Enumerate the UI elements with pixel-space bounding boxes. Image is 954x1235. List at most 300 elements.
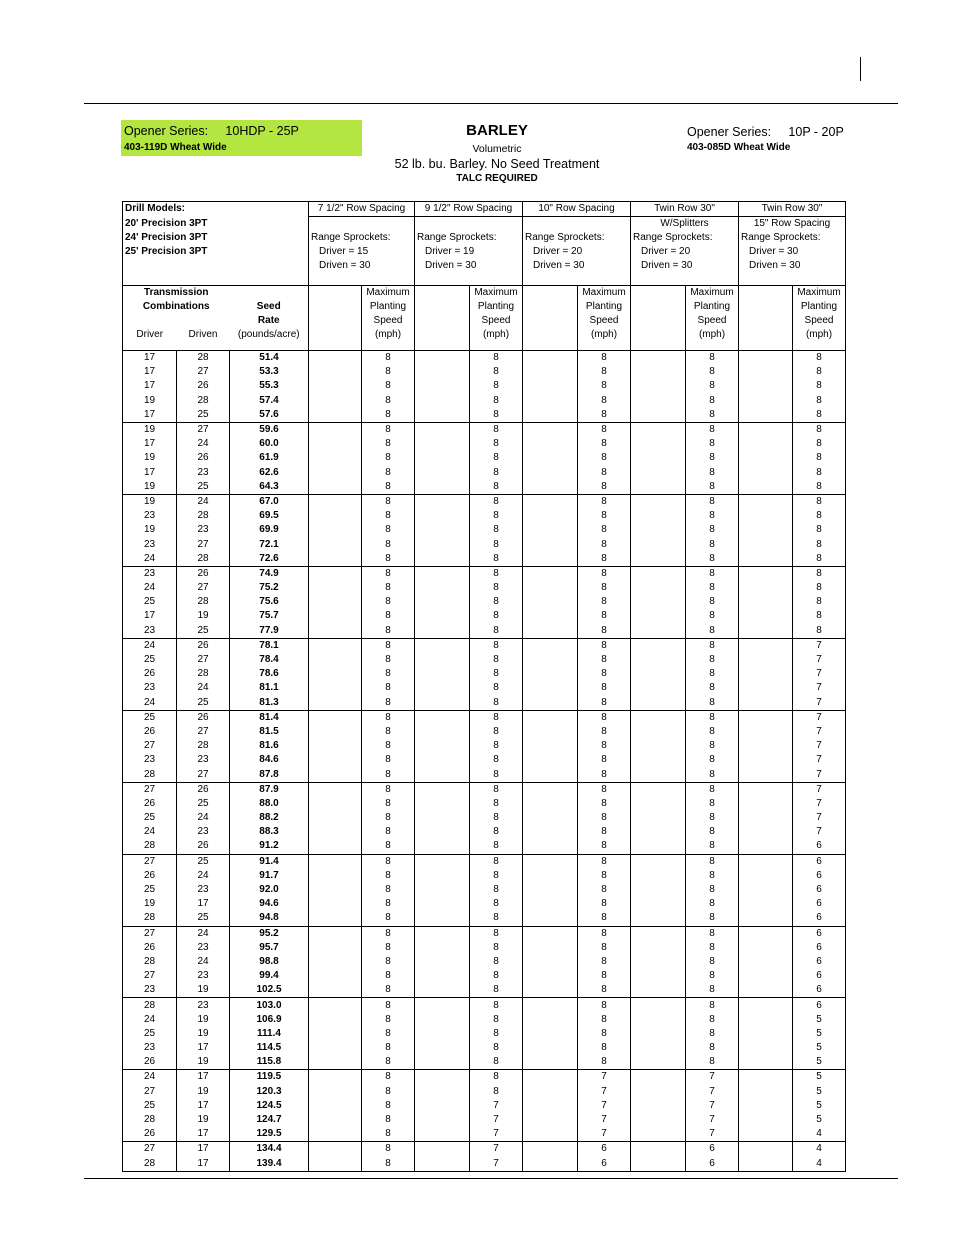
driven-cell: 25 [177,797,230,811]
spacing-blank-cell [523,998,578,1013]
max-speed-cell: 5 [793,1099,846,1113]
seed-rate-cell: 134.4 [230,1142,309,1157]
driver-cell: 19 [123,451,177,465]
max-speed-cell: 7 [793,653,846,667]
spacing-blank-cell [523,408,578,423]
seed-rate-cell: 95.2 [230,926,309,941]
driven-header: Driven [188,329,218,340]
table-row [123,552,846,567]
spacing-blank-cell [523,869,578,883]
max-speed-cell: 8 [470,379,523,393]
max-speed-cell: 8 [578,466,631,480]
max-speed-cell: 8 [686,983,739,998]
max-speed-cell: 8 [362,523,415,537]
header-gap-row [123,342,846,351]
max-speed-cell: 7 [793,667,846,681]
spacing-blank-cell [631,351,686,366]
max-speed-cell: 7 [470,1113,523,1127]
seed-rate-cell: 72.6 [230,552,309,567]
max-speed-cell: 8 [686,955,739,969]
max-speed-cell: 8 [470,797,523,811]
max-speed-cell: 8 [362,911,415,926]
spacing-blank-cell [739,911,793,926]
driver-cell: 23 [123,537,177,551]
table-row [123,767,846,782]
max-speed-cell: 7 [793,725,846,739]
table-row [123,1157,846,1172]
table-row [123,811,846,825]
spacing-blank-cell [739,883,793,897]
spacing-blank-cell [631,653,686,667]
transmission-header: Combinations [123,300,230,314]
max-speed-cell: 8 [686,969,739,983]
max-speed-cell: 8 [362,739,415,753]
row-spacing-cell: Range Sprockets: [415,231,523,245]
max-speed-cell: 8 [793,480,846,495]
spacing-blank-cell [309,494,362,509]
spacing-blank-cell [415,1055,470,1070]
driver-cell: 26 [123,941,177,955]
table-row [123,365,846,379]
max-speed-cell: 8 [686,681,739,695]
max-speed-cell: 8 [362,1070,415,1085]
spacing-blank-cell [415,926,470,941]
table-row [123,609,846,623]
max-speed-cell: 8 [578,595,631,609]
max-speed-cell: 8 [362,854,415,869]
max-speed-cell: 8 [362,1013,415,1027]
driver-cell: 24 [123,581,177,595]
driver-cell: 24 [123,1070,177,1085]
driven-cell: 23 [177,941,230,955]
driven-cell: 17 [177,1099,230,1113]
spacing-blank-cell [523,365,578,379]
spacing-blank-cell [739,1085,793,1099]
row-spacing-cell: 10" Row Spacing [523,202,631,217]
max-speed-cell: 8 [686,926,739,941]
seed-rate-cell: 81.5 [230,725,309,739]
driven-cell: 28 [177,351,230,366]
spacing-blank-cell [631,926,686,941]
max-speed-cell: 7 [793,696,846,711]
spacing-blank-cell [309,725,362,739]
spacing-blank-cell [415,365,470,379]
spacing-blank-cell [739,1157,793,1172]
driver-cell: 26 [123,1127,177,1142]
spacing-blank-cell [739,653,793,667]
driver-cell: 25 [123,595,177,609]
table-row [123,1027,846,1041]
max-speed-cell: 8 [793,394,846,408]
driver-cell: 26 [123,869,177,883]
drill-row [123,259,846,273]
max-speed-cell: 8 [578,969,631,983]
spacing-blank-cell [523,926,578,941]
spacing-blank-header [309,300,362,314]
max-speed-cell: 7 [793,638,846,653]
row-spacing-cell: Range Sprockets: [309,231,415,245]
spacing-blank-cell [631,839,686,854]
spacing-blank-cell [309,767,362,782]
max-speed-cell: 8 [686,351,739,366]
max-speed-cell: 8 [686,869,739,883]
spacing-blank-cell [415,1085,470,1099]
spacing-blank-cell [309,480,362,495]
max-speed-cell: 8 [470,451,523,465]
table-row [123,351,846,366]
seed-rate-cell: 124.7 [230,1113,309,1127]
driven-cell: 25 [177,911,230,926]
max-speed-cell: 8 [578,379,631,393]
seed-description: 52 lb. bu. Barley. No Seed Treatment [394,157,600,171]
driver-cell: 27 [123,782,177,797]
spacing-blank-cell [523,537,578,551]
table-row [123,494,846,509]
spacing-blank-cell [631,1070,686,1085]
max-speed-cell: 8 [686,1041,739,1055]
table-row [123,854,846,869]
seed-rate-cell: 88.0 [230,797,309,811]
table-row [123,1085,846,1099]
max-speed-cell: 8 [686,1027,739,1041]
driven-cell: 19 [177,1013,230,1027]
seed-rate-cell: 72.1 [230,537,309,551]
row-spacing-cell: Driver = 19 [415,245,523,259]
max-speed-cell: 8 [578,955,631,969]
seed-rate-cell: 78.4 [230,653,309,667]
spacing-blank-cell [631,897,686,911]
max-speed-cell: 8 [470,437,523,451]
row-spacing-cell [523,217,631,232]
spacing-blank-cell [309,1085,362,1099]
driven-cell: 17 [177,1070,230,1085]
driven-cell: 17 [177,1041,230,1055]
max-speed-header: Maximum [470,286,523,301]
spacing-blank-cell [739,494,793,509]
max-speed-cell: 8 [362,351,415,366]
spacing-blank-cell [631,710,686,725]
driven-cell: 28 [177,552,230,567]
spacing-blank-cell [523,667,578,681]
column-header-row [123,328,846,342]
spacing-blank-cell [309,797,362,811]
spacing-blank-cell [309,897,362,911]
spacing-blank-cell [309,523,362,537]
spacing-blank-cell [415,710,470,725]
table-row [123,911,846,926]
spacing-blank-header [631,286,686,301]
driver-cell: 28 [123,998,177,1013]
max-speed-cell: 8 [686,566,739,581]
table-row [123,696,846,711]
spacing-blank-cell [631,797,686,811]
max-speed-cell: 8 [362,1157,415,1172]
spacing-blank-cell [415,983,470,998]
driver-cell: 23 [123,1041,177,1055]
driver-cell: 27 [123,969,177,983]
spacing-blank-cell [415,408,470,423]
spacing-blank-cell [631,825,686,839]
spacing-blank-cell [415,667,470,681]
header-gap-cell [230,342,309,351]
spacing-blank-cell [309,696,362,711]
table-row [123,1113,846,1127]
seed-rate-cell: 102.5 [230,983,309,998]
max-speed-cell: 8 [362,1113,415,1127]
spacing-blank-cell [631,941,686,955]
spacing-blank-cell [415,653,470,667]
max-speed-cell: 8 [793,351,846,366]
spacing-blank-cell [309,869,362,883]
seed-rate-cell: 103.0 [230,998,309,1013]
max-speed-cell: 8 [470,394,523,408]
driven-cell: 23 [177,883,230,897]
max-speed-cell: 7 [686,1085,739,1099]
drill-model-cell: 25' Precision 3PT [123,245,309,259]
spacing-blank-cell [631,379,686,393]
spacing-blank-cell [631,466,686,480]
spacing-blank-cell [523,1013,578,1027]
spacing-blank-cell [739,609,793,623]
spacing-blank-cell [309,1070,362,1085]
max-speed-cell: 8 [686,653,739,667]
max-speed-cell: 8 [578,552,631,567]
seed-rate-header [230,286,309,301]
driver-header: Driver [123,328,177,342]
max-speed-cell: 8 [578,365,631,379]
spacing-blank-cell [739,581,793,595]
header-gap-cell [415,342,470,351]
spacing-blank-cell [415,351,470,366]
max-speed-cell: 8 [362,681,415,695]
max-speed-cell: 8 [362,753,415,767]
spacing-blank-cell [415,422,470,437]
spacing-blank-header [631,328,686,342]
driver-cell: 17 [123,379,177,393]
spacing-blank-cell [631,422,686,437]
spacing-blank-cell [739,638,793,653]
spacing-blank-cell [523,767,578,782]
max-speed-header: Planting [578,300,631,314]
spacing-blank-cell [415,998,470,1013]
max-speed-cell: 8 [578,767,631,782]
max-speed-cell: 8 [793,624,846,639]
row-spacing-cell: 9 1/2" Row Spacing [415,202,523,217]
spacing-blank-cell [309,653,362,667]
row-spacing-cell: W/Splitters [631,217,739,232]
max-speed-cell: 6 [793,911,846,926]
row-spacing-cell: Driven = 30 [631,259,739,273]
seed-rate-cell: 75.2 [230,581,309,595]
spacing-blank-cell [631,725,686,739]
max-speed-cell: 8 [578,797,631,811]
spacing-blank-cell [739,566,793,581]
max-speed-cell: 8 [793,422,846,437]
max-speed-cell: 7 [793,739,846,753]
driven-cell: 24 [177,811,230,825]
spacing-blank-cell [415,437,470,451]
seed-rate-cell: 94.8 [230,911,309,926]
spacing-blank-cell [631,509,686,523]
seed-rate-cell: 69.5 [230,509,309,523]
max-speed-cell: 8 [470,667,523,681]
spacing-blank-cell [631,998,686,1013]
transmission-header [123,314,230,328]
max-speed-cell: 6 [578,1157,631,1172]
driven-cell: 17 [177,1127,230,1142]
spacing-blank-cell [631,408,686,423]
spacing-blank-cell [523,1055,578,1070]
max-speed-cell: 8 [362,437,415,451]
spacing-blank-cell [631,552,686,567]
driven-cell: 24 [177,494,230,509]
seed-rate-cell: 98.8 [230,955,309,969]
table-row [123,739,846,753]
spacing-blank-header [523,300,578,314]
spacing-blank-cell [523,753,578,767]
spacing-blank-cell [739,897,793,911]
spacing-blank-cell [309,1055,362,1070]
seed-rate-cell: 78.1 [230,638,309,653]
max-speed-cell: 8 [470,782,523,797]
spacing-blank-cell [523,1157,578,1172]
max-speed-header: Speed [686,314,739,328]
max-speed-cell: 8 [686,883,739,897]
spacer-cell [123,273,309,286]
driver-cell: 17 [123,365,177,379]
max-speed-cell: 8 [470,638,523,653]
max-speed-cell: 8 [470,753,523,767]
seed-rate-cell: 55.3 [230,379,309,393]
max-speed-cell: 8 [578,394,631,408]
spacing-blank-cell [415,739,470,753]
spacing-blank-cell [631,1099,686,1113]
table-row [123,681,846,695]
driver-cell: 23 [123,624,177,639]
row-spacing-cell: Range Sprockets: [523,231,631,245]
max-speed-header: Speed [793,314,846,328]
max-speed-cell: 8 [470,552,523,567]
spacing-blank-cell [739,437,793,451]
spacing-blank-cell [631,1142,686,1157]
max-speed-cell: 8 [362,566,415,581]
max-speed-cell: 8 [578,1055,631,1070]
max-speed-cell: 8 [470,1070,523,1085]
spacing-blank-cell [309,739,362,753]
spacing-blank-cell [523,494,578,509]
drill-model-cell: 24' Precision 3PT [123,231,309,245]
max-speed-cell: 8 [793,509,846,523]
table-row [123,408,846,423]
driver-cell: 27 [123,1085,177,1099]
max-speed-cell: 8 [470,926,523,941]
spacing-blank-cell [309,1113,362,1127]
spacing-blank-cell [415,854,470,869]
header-gap-cell [739,342,793,351]
spacer-cell [309,273,415,286]
spacing-blank-cell [523,480,578,495]
max-speed-cell: 5 [793,1027,846,1041]
seed-rate-cell: 124.5 [230,1099,309,1113]
driven-cell: 19 [177,983,230,998]
max-speed-header: Planting [686,300,739,314]
max-speed-cell: 6 [686,1157,739,1172]
max-speed-cell: 8 [362,725,415,739]
driven-cell: 19 [177,1085,230,1099]
driver-cell: 23 [123,681,177,695]
spacing-blank-cell [523,1113,578,1127]
max-speed-header: (mph) [686,328,739,342]
max-speed-cell: 8 [362,624,415,639]
spacing-blank-cell [415,782,470,797]
max-speed-cell: 6 [793,998,846,1013]
max-speed-cell: 4 [793,1142,846,1157]
header-gap-cell [309,342,362,351]
max-speed-cell: 8 [470,1027,523,1041]
table-row [123,941,846,955]
spacing-blank-cell [309,509,362,523]
max-speed-cell: 7 [578,1127,631,1142]
spacing-blank-header [523,286,578,301]
driven-cell: 26 [177,638,230,653]
max-speed-cell: 8 [362,998,415,1013]
driver-cell: 28 [123,767,177,782]
driver-cell: 19 [123,897,177,911]
driver-cell: 23 [123,983,177,998]
spacing-blank-cell [739,782,793,797]
max-speed-cell: 8 [686,552,739,567]
max-speed-cell: 7 [793,767,846,782]
driven-cell: 26 [177,451,230,465]
spacing-blank-cell [523,581,578,595]
table-row [123,883,846,897]
seed-rate-cell: 92.0 [230,883,309,897]
max-speed-cell: 8 [578,1013,631,1027]
spacing-blank-header [631,300,686,314]
driven-cell: 23 [177,998,230,1013]
spacing-blank-cell [415,839,470,854]
spacing-blank-cell [309,969,362,983]
spacing-blank-cell [739,983,793,998]
max-speed-cell: 8 [793,552,846,567]
max-speed-cell: 8 [362,926,415,941]
row-spacing-cell: Twin Row 30" [739,202,846,217]
seed-rate-cell: 120.3 [230,1085,309,1099]
spacing-blank-cell [415,494,470,509]
spacing-blank-cell [739,725,793,739]
spacing-blank-cell [739,739,793,753]
max-speed-cell: 8 [470,581,523,595]
spacing-blank-cell [739,1070,793,1085]
max-speed-cell: 8 [470,1085,523,1099]
table-row [123,1127,846,1142]
spacing-blank-cell [309,379,362,393]
spacing-blank-cell [523,696,578,711]
seed-rate-cell: 62.6 [230,466,309,480]
max-speed-cell: 4 [793,1157,846,1172]
max-speed-cell: 8 [470,983,523,998]
max-speed-cell: 4 [793,1127,846,1142]
max-speed-cell: 8 [686,365,739,379]
driven-cell: 17 [177,1157,230,1172]
spacing-blank-cell [415,825,470,839]
driven-cell: 23 [177,523,230,537]
drill-model-cell [123,259,309,273]
spacing-blank-cell [739,811,793,825]
spacing-blank-cell [739,1041,793,1055]
max-speed-cell: 8 [578,782,631,797]
max-speed-cell: 8 [362,869,415,883]
